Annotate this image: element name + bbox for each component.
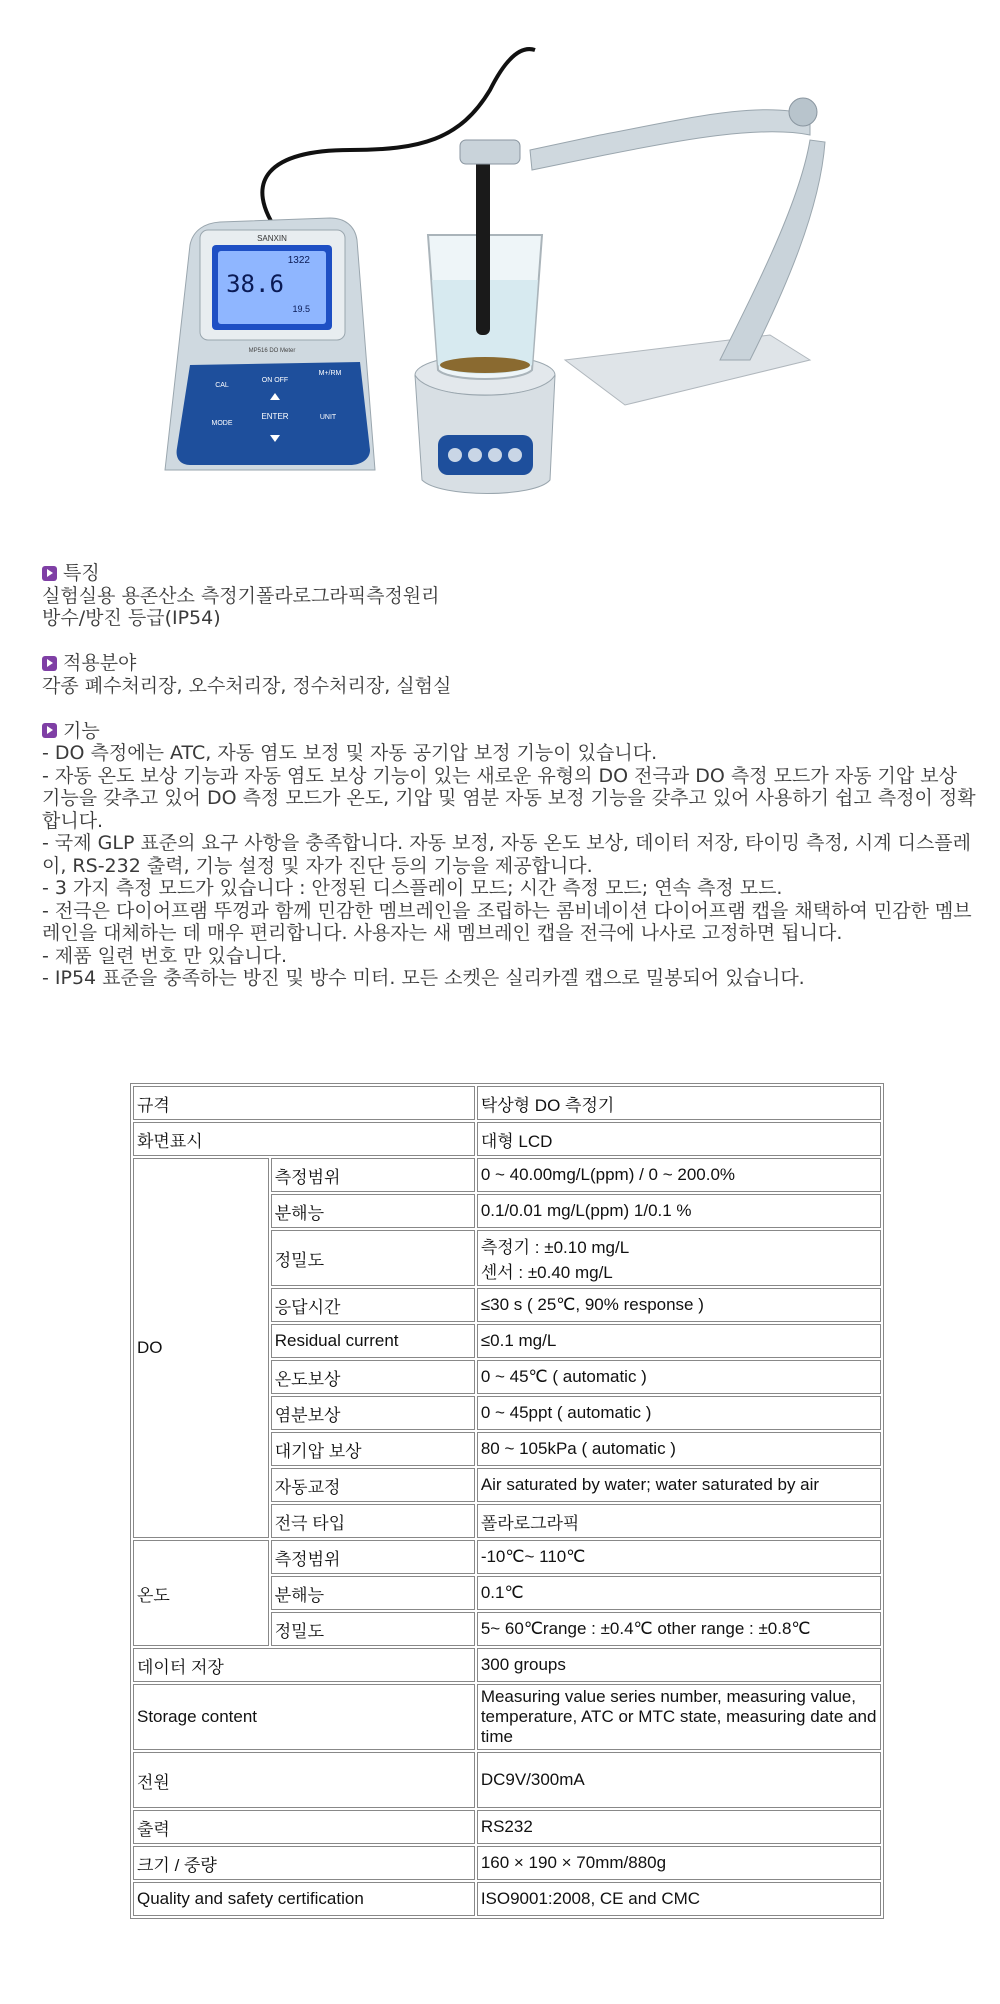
spec-value: 탁상형 DO 측정기 <box>477 1086 881 1120</box>
functions-line: - IP54 표준을 충족하는 방진 및 방수 미터. 모든 소켓은 실리카겔 캡으로 밀봉되어 있습니다. <box>42 967 805 989</box>
display-value: 대형 LCD <box>477 1122 881 1156</box>
row-label: 정밀도 <box>271 1612 475 1646</box>
accuracy-meter: 측정기 : ±0.10 mg/L <box>480 1238 630 1257</box>
size-label: 크기 / 중량 <box>133 1846 475 1880</box>
beaker-bottom-sediment <box>440 357 530 373</box>
row-label: 자동교정 <box>271 1468 475 1502</box>
applications-line: 각종 폐수처리장, 오수처리장, 정수처리장, 실험실 <box>42 674 452 697</box>
functions-line: - DO 측정에는 ATC, 자동 염도 보정 및 자동 공기압 보정 기능이 있습니다. <box>42 742 658 764</box>
electrode-holder-arm <box>530 110 810 170</box>
key-unit: UNIT <box>319 414 337 421</box>
table-row <box>133 1540 881 1574</box>
table-row <box>133 1882 881 1916</box>
product-description <box>42 562 977 990</box>
table-row <box>133 1648 881 1682</box>
applications-title: 적용분야 <box>63 652 137 674</box>
storage-content-label: Storage content <box>133 1684 475 1750</box>
row-label: 염분보상 <box>271 1396 475 1430</box>
row-label: 대기압 보상 <box>271 1432 475 1466</box>
bullet-arrow-icon <box>42 656 57 671</box>
functions-line: - 전극은 다이어프램 뚜껑과 함께 민감한 멤브레인을 조립하는 콤비네이션 다이어프램 캡을 채택하여 민감한 멤브레인을 대체하는 데 매우 편리합니다. 사용자는 새 멤브레인 캡을 전극에 나사로 고정하면 됩니다. <box>42 899 972 944</box>
display-label: 화면표시 <box>133 1122 475 1156</box>
functions-heading <box>42 720 977 743</box>
key-cal: CAL <box>215 382 229 389</box>
row-value: 5~ 60℃range : ±0.4℃ other range : ±0.8℃ <box>477 1612 881 1646</box>
row-value: 폴라로그라픽 <box>477 1504 881 1538</box>
stirrer-button-3 <box>488 448 502 462</box>
table-row <box>133 1086 881 1120</box>
meter-reading-main: 38.6 <box>226 270 284 298</box>
row-label: 분해능 <box>271 1576 475 1610</box>
row-value: -10℃~ 110℃ <box>477 1540 881 1574</box>
table-row <box>133 1846 881 1880</box>
key-mode: MODE <box>211 420 233 427</box>
functions-title: 기능 <box>63 719 100 742</box>
accuracy-sensor: 센서 : ±0.40 mg/L <box>480 1263 613 1282</box>
data-storage-value: 300 groups <box>477 1648 881 1682</box>
stand-arm <box>720 140 825 360</box>
applications-heading <box>42 652 977 675</box>
features-heading <box>42 562 977 585</box>
row-label: 측정범위 <box>271 1540 475 1574</box>
bullet-arrow-icon <box>42 566 57 581</box>
spec-table <box>130 1083 884 1919</box>
row-label: Residual current <box>271 1324 475 1358</box>
product-image <box>160 30 840 500</box>
stirrer-button-1 <box>448 448 462 462</box>
row-value: 0 ~ 45℃ ( automatic ) <box>477 1360 881 1394</box>
arm-knob <box>789 98 817 126</box>
meter-model: MP516 DO Meter <box>248 348 296 354</box>
meter-brand: SANXIN <box>257 234 287 243</box>
row-label: 정밀도 <box>271 1230 475 1286</box>
stirrer-button-4 <box>508 448 522 462</box>
functions-line: - 자동 온도 보상 기능과 자동 염도 보상 기능이 있는 새로운 유형의 DO 전극과 DO 측정 모드가 자동 기압 보상 기능을 갖추고 있어 DO 측정 모드가 온도, 기압 및 염분 자동 보정 기능을 갖추고 있어 사용하기 쉽고 측정이 정확합니다. <box>42 764 976 832</box>
data-storage-label: 데이터 저장 <box>133 1648 475 1682</box>
temp-group-label: 온도 <box>133 1540 269 1646</box>
row-value <box>477 1230 881 1286</box>
row-value: 0.1℃ <box>477 1576 881 1610</box>
features-line: 실험실용 용존산소 측정기폴라로그라픽측정원리 <box>42 584 440 607</box>
key-mrm: M+/RM <box>318 370 342 377</box>
electrode <box>476 140 490 335</box>
spec-label: 규격 <box>133 1086 475 1120</box>
row-value: 0 ~ 40.00mg/L(ppm) / 0 ~ 200.0% <box>477 1158 881 1192</box>
row-value: 80 ~ 105kPa ( automatic ) <box>477 1432 881 1466</box>
key-on-off: ON OFF <box>261 377 289 384</box>
bullet-arrow-icon <box>42 723 57 738</box>
power-label: 전원 <box>133 1752 475 1808</box>
table-row <box>133 1122 881 1156</box>
table-row <box>133 1810 881 1844</box>
row-value: ≤30 s ( 25℃, 90% response ) <box>477 1288 881 1322</box>
row-label: 분해능 <box>271 1194 475 1228</box>
certification-label: Quality and safety certification <box>133 1882 475 1916</box>
storage-content-value: Measuring value series number, measuring value, temperature, ATC or MTC state, measuring date and time <box>477 1684 881 1750</box>
functions-line: - 국제 GLP 표준의 요구 사항을 충족합니다. 자동 보정, 자동 온도 보상, 데이터 저장, 타이밍 측정, 시계 디스플레이, RS-232 출력, 기능 설정 및 자가 진단 등의 기능을 제공합니다. <box>42 832 972 877</box>
features-line: 방수/방진 등급(IP54) <box>42 607 221 629</box>
row-value: ≤0.1 mg/L <box>477 1324 881 1358</box>
functions-line: - 제품 일련 번호 만 있습니다. <box>42 944 287 967</box>
features-title: 특징 <box>63 562 100 584</box>
certification-value: ISO9001:2008, CE and CMC <box>477 1882 881 1916</box>
row-label: 응답시간 <box>271 1288 475 1322</box>
output-label: 출력 <box>133 1810 475 1844</box>
stirrer-button-2 <box>468 448 482 462</box>
row-value: Air saturated by water; water saturated by air <box>477 1468 881 1502</box>
meter-reading-temp: 19.5 <box>292 304 310 314</box>
table-row <box>133 1158 881 1192</box>
row-value: 0.1/0.01 mg/L(ppm) 1/0.1 % <box>477 1194 881 1228</box>
stand-base <box>565 335 810 405</box>
row-value: 0 ~ 45ppt ( automatic ) <box>477 1396 881 1430</box>
row-label: 전극 타입 <box>271 1504 475 1538</box>
table-row <box>133 1752 881 1808</box>
meter-reading-top: 1322 <box>287 255 310 266</box>
functions-line: - 3 가지 측정 모드가 있습니다 : 안정된 디스플레이 모드; 시간 측정 모드; 연속 측정 모드. <box>42 877 783 899</box>
row-label: 측정범위 <box>271 1158 475 1192</box>
size-value: 160 × 190 × 70mm/880g <box>477 1846 881 1880</box>
key-enter: ENTER <box>261 412 289 421</box>
do-group-label: DO <box>133 1158 269 1538</box>
electrode-clamp <box>460 140 520 164</box>
output-value: RS232 <box>477 1810 881 1844</box>
row-label: 온도보상 <box>271 1360 475 1394</box>
power-value: DC9V/300mA <box>477 1752 881 1808</box>
table-row <box>133 1684 881 1750</box>
